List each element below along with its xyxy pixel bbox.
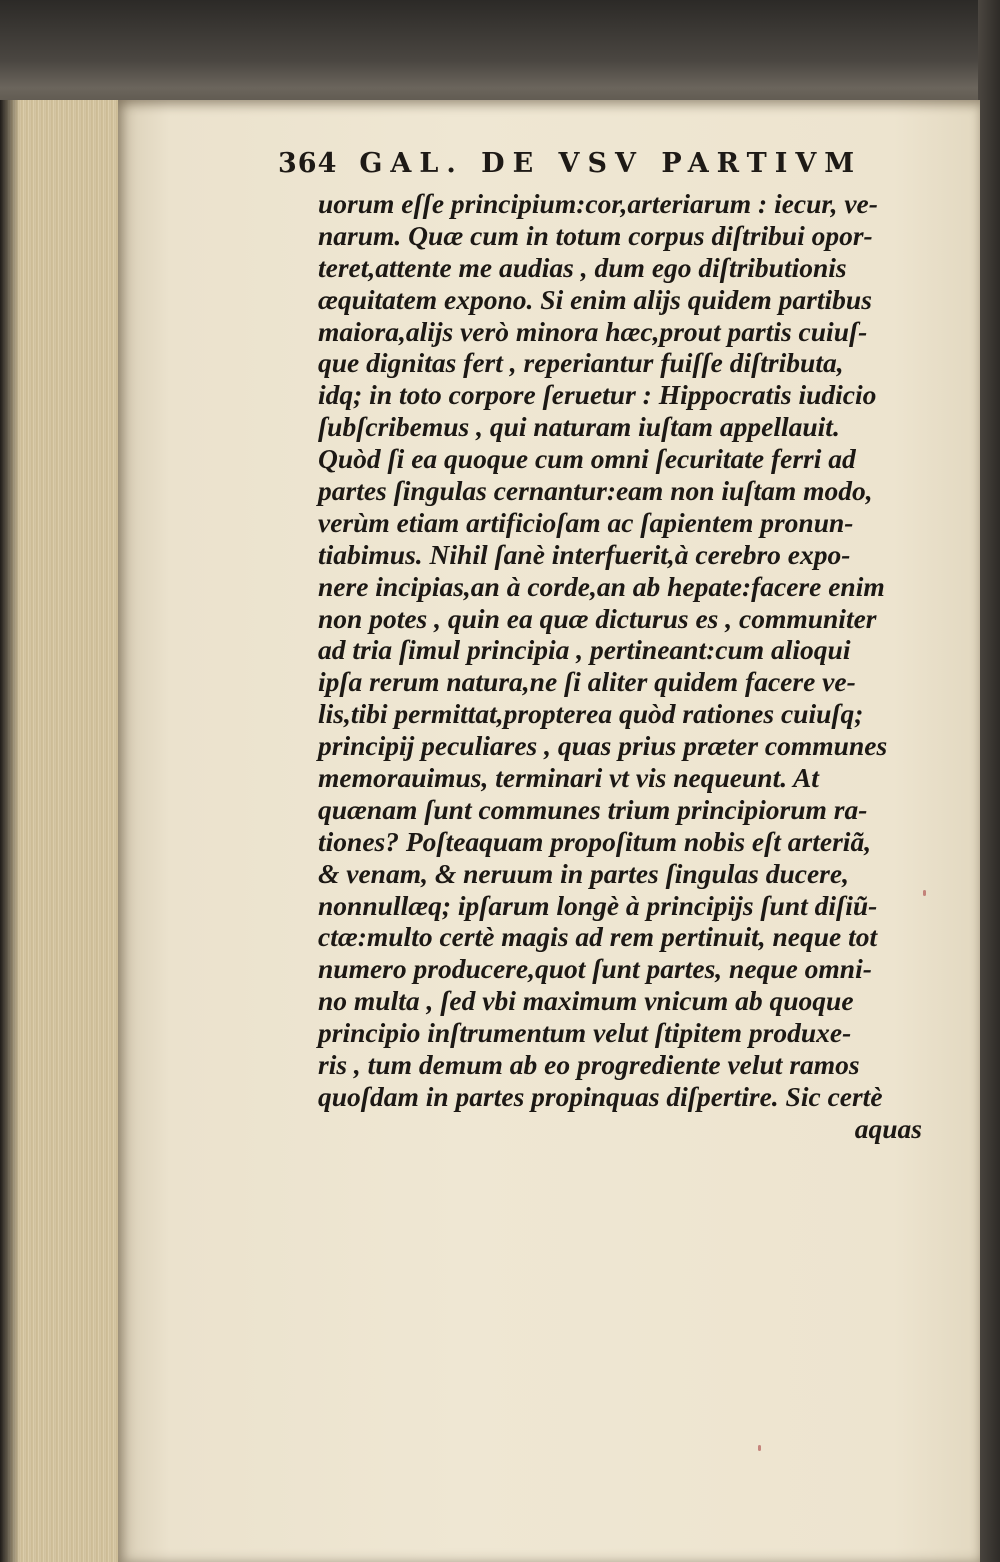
text-line: lis,tibi permittat,propterea quòd rationes cuiuſq; — [318, 698, 864, 730]
text-line: principio inſtrumentum velut ſtipitem produxe- — [318, 1017, 852, 1049]
text-line: idq; in toto corpore ſeruetur : Hippocratis iudicio — [318, 379, 877, 411]
text-line: ipſa rerum natura,ne ſi aliter quidem facere ve- — [318, 666, 856, 698]
text-line: principij peculiares , quas prius præter communes — [318, 730, 888, 762]
catchword: aquas — [854, 1112, 922, 1144]
text-line: maiora,alijs verò minora hæc,prout partis cuiuſ- — [318, 315, 868, 347]
text-line: tiabimus. Nihil ſanè interfuerit,à cerebro expo- — [318, 538, 851, 570]
text-line: tiones? Poſteaquam propoſitum nobis eſt arteriã, — [318, 825, 872, 857]
running-title: GAL. DE VSV PARTIVM — [359, 148, 863, 179]
text-line: Quòd ſi ea quoque cum omni ſecuritate ferri ad — [318, 443, 856, 475]
text-line: ſubſcribemus , qui naturam iuſtam appellauit. — [318, 411, 840, 443]
running-head — [278, 148, 862, 179]
page-stack-edge — [0, 100, 130, 1562]
text-line: æquitatem expono. Si enim alijs quidem partibus — [318, 283, 872, 315]
text-line: teret,attente me audias , dum ego diſtributionis — [318, 251, 847, 283]
text-line: verùm etiam artificioſam ac ſapientem pronun- — [318, 506, 854, 538]
page-number: 364 — [278, 148, 338, 179]
text-line: ris , tum demum ab eo progrediente velut ramos — [318, 1049, 860, 1081]
text-line: que dignitas fert , reperiantur fuiſſe diſtributa, — [318, 347, 844, 379]
text-line: quoſdam in partes propinquas diſpertire. Sic certè — [318, 1080, 883, 1112]
text-line: partes ſingulas cernantur:eam non iuſtam modo, — [318, 475, 873, 507]
text-line: uorum eſſe principium:cor,arteriarum : iecur, ve- — [318, 188, 878, 219]
text-line: narum. Quæ cum in totum corpus diſtribui opor- — [318, 219, 873, 251]
text-line: nere incipias,an à corde,an ab hepate:facere enim — [318, 570, 885, 602]
book-cover-edge — [978, 0, 1000, 1562]
ink-spot — [758, 1445, 761, 1451]
text-line: ctæ:multo certè magis ad rem pertinuit, neque tot — [318, 921, 878, 953]
text-line: numero producere,quot ſunt partes, neque omni- — [318, 953, 872, 985]
text-line: & venam, & neruum in partes ſingulas ducere, — [318, 857, 849, 889]
text-line: quænam ſunt communes trium principiorum ra- — [318, 793, 868, 825]
book-top-edge — [0, 0, 1000, 110]
text-line: memorauimus, terminari vt vis nequeunt. At — [318, 762, 819, 794]
text-block — [318, 188, 950, 1145]
text-line: non potes , quin ea quæ dicturus es , communiter — [318, 602, 877, 634]
text-line: ad tria ſimul principia , pertineant:cum alioqui — [318, 634, 851, 666]
text-line: no multa , ſed vbi maximum vnicum ab quoque — [318, 985, 854, 1017]
text-line: nonnullæq; ipſarum longè à principijs ſunt diſiũ- — [318, 889, 878, 921]
